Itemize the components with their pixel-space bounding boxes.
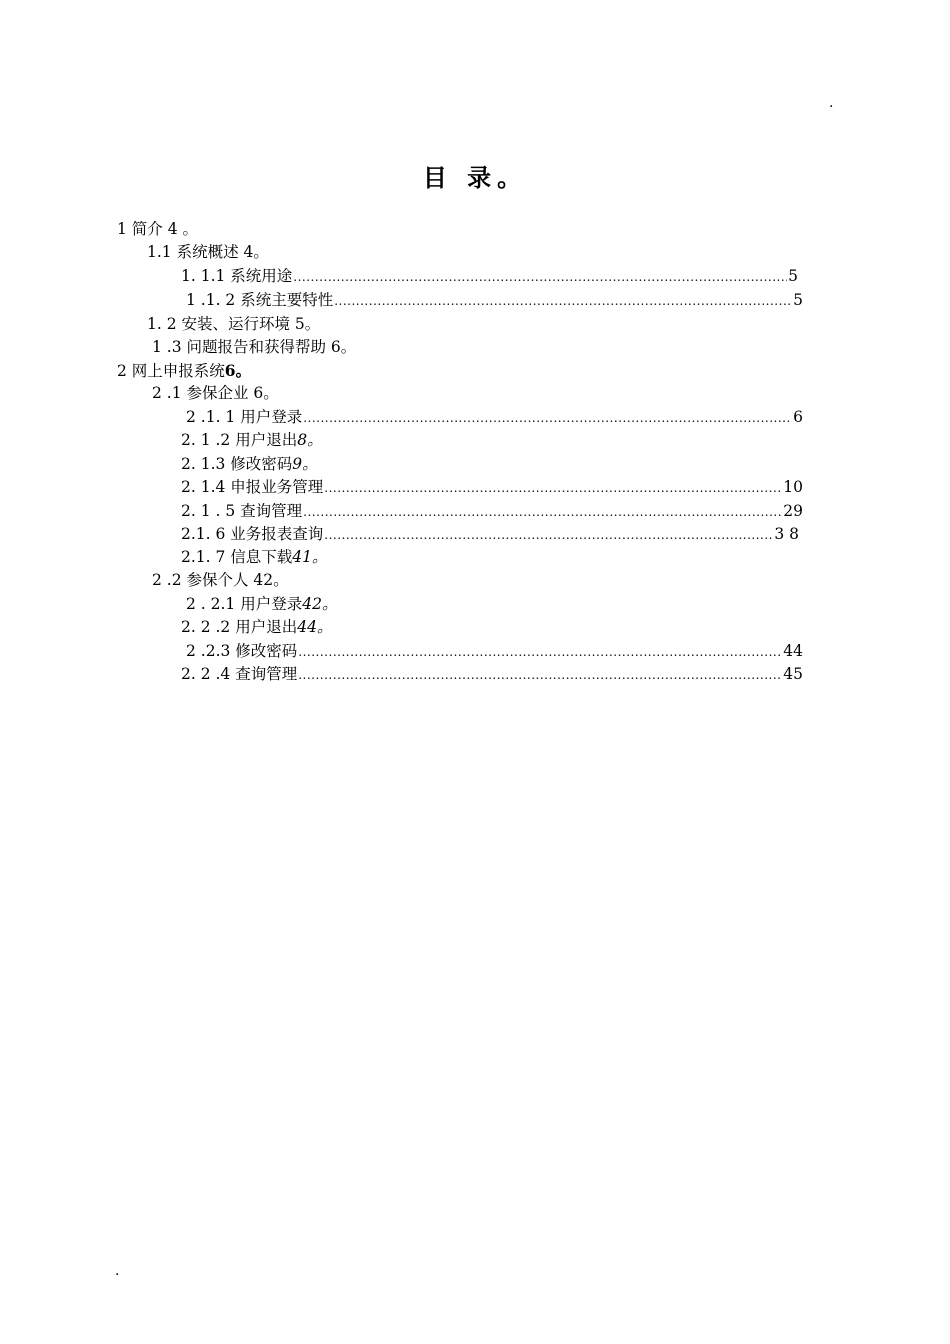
toc-entry-page: 5 — [793, 291, 803, 309]
dot-leader — [324, 524, 773, 547]
toc-entry-page: 8。 — [297, 431, 323, 449]
toc-entry-label: 2. 1.4 申报业务管理 — [181, 478, 324, 496]
corner-mark-top: . — [829, 95, 834, 111]
toc-entry-page: 10 — [783, 478, 803, 496]
toc-entry-label: 2. 2 .2 用户退出 — [181, 618, 298, 636]
toc-entry-2[interactable] — [117, 359, 251, 382]
toc-entry-label: 2. 1 . 5 查询管理 — [181, 502, 303, 520]
toc-entry-page: 42。 — [302, 595, 338, 613]
toc-entry-2-2-4[interactable] — [181, 663, 803, 686]
toc-entry-label: 1 .3 问题报告和获得帮助 6。 — [152, 338, 357, 356]
toc-entry-page: 9。 — [292, 455, 318, 473]
dot-leader — [298, 641, 782, 664]
toc-entry-label: 2 网上申报系统 — [117, 362, 225, 380]
toc-entry-page: 29 — [783, 502, 803, 520]
toc-entry-page: 3 8 — [774, 525, 799, 543]
toc-title: 目 录。 — [422, 164, 528, 192]
toc-entry-1-1-2[interactable] — [186, 289, 803, 312]
toc-entry-label: 2. 1.3 修改密码 — [181, 455, 293, 473]
toc-entry-1-1[interactable] — [147, 241, 269, 264]
corner-mark-bottom: . — [115, 1263, 120, 1279]
toc-entry-label: 1 .1. 2 系统主要特性 — [186, 291, 334, 309]
toc-entry-1-3[interactable] — [152, 336, 356, 359]
toc-entry-2-2-1[interactable] — [186, 593, 337, 616]
toc-entry-page: 44。 — [297, 618, 333, 636]
dot-leader — [303, 407, 792, 430]
toc-entry-label: 1 简介 4 。 — [117, 220, 199, 238]
toc-entry-label: 2.1. 6 业务报表查询 — [181, 525, 324, 543]
toc-entry-label: 2 .1 参保企业 6。 — [152, 384, 279, 402]
toc-entry-page: 5 — [788, 267, 798, 285]
dot-leader — [334, 290, 792, 313]
toc-entry-label: 2 .1. 1 用户登录 — [186, 408, 303, 426]
toc-entry-2-1-1[interactable] — [186, 406, 803, 429]
toc-entry-2-1[interactable] — [152, 382, 279, 405]
toc-entry-page: 44 — [783, 642, 803, 660]
toc-entry-1-1-1[interactable] — [181, 265, 798, 288]
toc-entry-label: 1. 1.1 系统用途 — [181, 267, 293, 285]
dot-leader — [303, 501, 782, 524]
toc-entry-2-1-6[interactable] — [181, 523, 799, 546]
toc-entry-label: 2.1. 7 信息下载 — [181, 548, 293, 566]
toc-entry-label: 2. 1 .2 用户退出 — [181, 431, 298, 449]
dot-leader — [324, 477, 782, 500]
toc-entry-2-1-5[interactable] — [181, 500, 803, 523]
toc-entry-2-1-3[interactable] — [181, 453, 318, 476]
toc-entry-label: 1. 2 安装、运行环境 5。 — [147, 315, 321, 333]
toc-entry-1[interactable] — [117, 218, 198, 241]
dot-leader — [293, 266, 787, 289]
toc-entry-2-1-7[interactable] — [181, 546, 328, 569]
toc-entry-2-1-4[interactable] — [181, 476, 803, 499]
toc-entry-page: 41。 — [292, 548, 328, 566]
toc-entry-label: 2 . 2.1 用户登录 — [186, 595, 303, 613]
toc-entry-2-2-2[interactable] — [181, 616, 332, 639]
dot-leader — [298, 664, 782, 687]
toc-entry-label: 2 .2 参保个人 42。 — [152, 571, 289, 589]
toc-entry-2-2-3[interactable] — [186, 640, 803, 663]
toc-entry-2-2[interactable] — [152, 569, 289, 592]
toc-entry-page: 6 — [793, 408, 803, 426]
toc-entry-label: 1.1 系统概述 4。 — [147, 243, 269, 261]
toc-entry-2-1-2[interactable] — [181, 429, 323, 452]
toc-entry-page: 6。 — [224, 361, 252, 380]
toc-entry-label: 2. 2 .4 查询管理 — [181, 665, 298, 683]
toc-entry-page: 45 — [783, 665, 803, 683]
toc-entry-1-2[interactable] — [147, 313, 320, 336]
toc-entry-label: 2 .2.3 修改密码 — [186, 642, 298, 660]
